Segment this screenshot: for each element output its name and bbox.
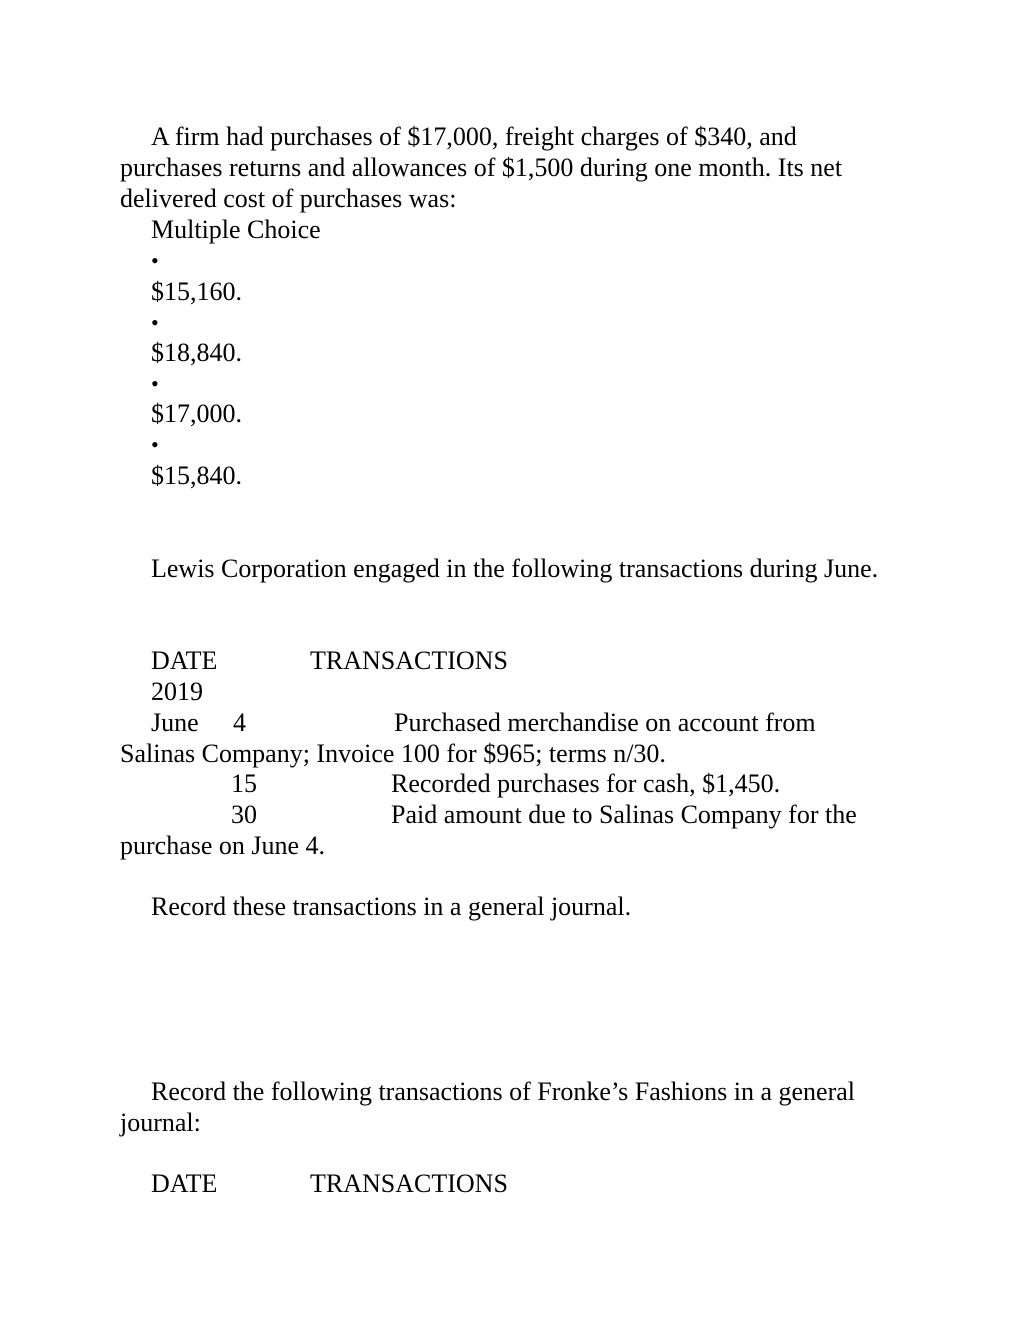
- question2-header-date: DATE: [151, 646, 218, 675]
- question1-stem-line3: delivered cost of purchases was:: [120, 184, 457, 213]
- row3-day: 30: [231, 800, 257, 829]
- row3-text-line1: Paid amount due to Salinas Company for the: [391, 800, 857, 829]
- question3-header-transactions: TRANSACTIONS: [310, 1169, 508, 1198]
- question1-stem-line2: purchases returns and allowances of $1,500 during one month. Its net: [120, 153, 843, 182]
- option-1[interactable]: $15,160.: [151, 277, 242, 306]
- question2-intro: Lewis Corporation engaged in the following transactions during June.: [151, 554, 879, 583]
- question3-intro-line1: Record the following transactions of Fronke’s Fashions in a general: [151, 1077, 856, 1106]
- question1-stem-line1: A firm had purchases of $17,000, freight charges of $340, and: [151, 122, 797, 151]
- row2-day: 15: [231, 769, 257, 798]
- option-3[interactable]: $17,000.: [151, 399, 242, 428]
- question3-header-date: DATE: [151, 1169, 218, 1198]
- option-bullet: •: [151, 371, 159, 396]
- row2-text-line1: Recorded purchases for cash, $1,450.: [391, 769, 781, 798]
- option-2[interactable]: $18,840.: [151, 338, 242, 367]
- row1-day: 4: [233, 708, 246, 737]
- question2-year: 2019: [151, 677, 203, 706]
- option-bullet: •: [151, 248, 159, 273]
- row1-text-line1: Purchased merchandise on account from: [394, 708, 816, 737]
- multiple-choice-label: Multiple Choice: [151, 215, 321, 244]
- row1-text-line2: Salinas Company; Invoice 100 for $965; terms n/30.: [120, 739, 666, 768]
- question2-instruction: Record these transactions in a general journal.: [151, 892, 632, 921]
- row1-month: June: [151, 708, 199, 737]
- option-bullet: •: [151, 310, 159, 335]
- option-4[interactable]: $15,840.: [151, 461, 242, 490]
- row3-text-line2: purchase on June 4.: [120, 831, 326, 860]
- question3-intro-line2: journal:: [120, 1108, 201, 1137]
- option-bullet: •: [151, 432, 159, 457]
- question2-header-transactions: TRANSACTIONS: [310, 646, 508, 675]
